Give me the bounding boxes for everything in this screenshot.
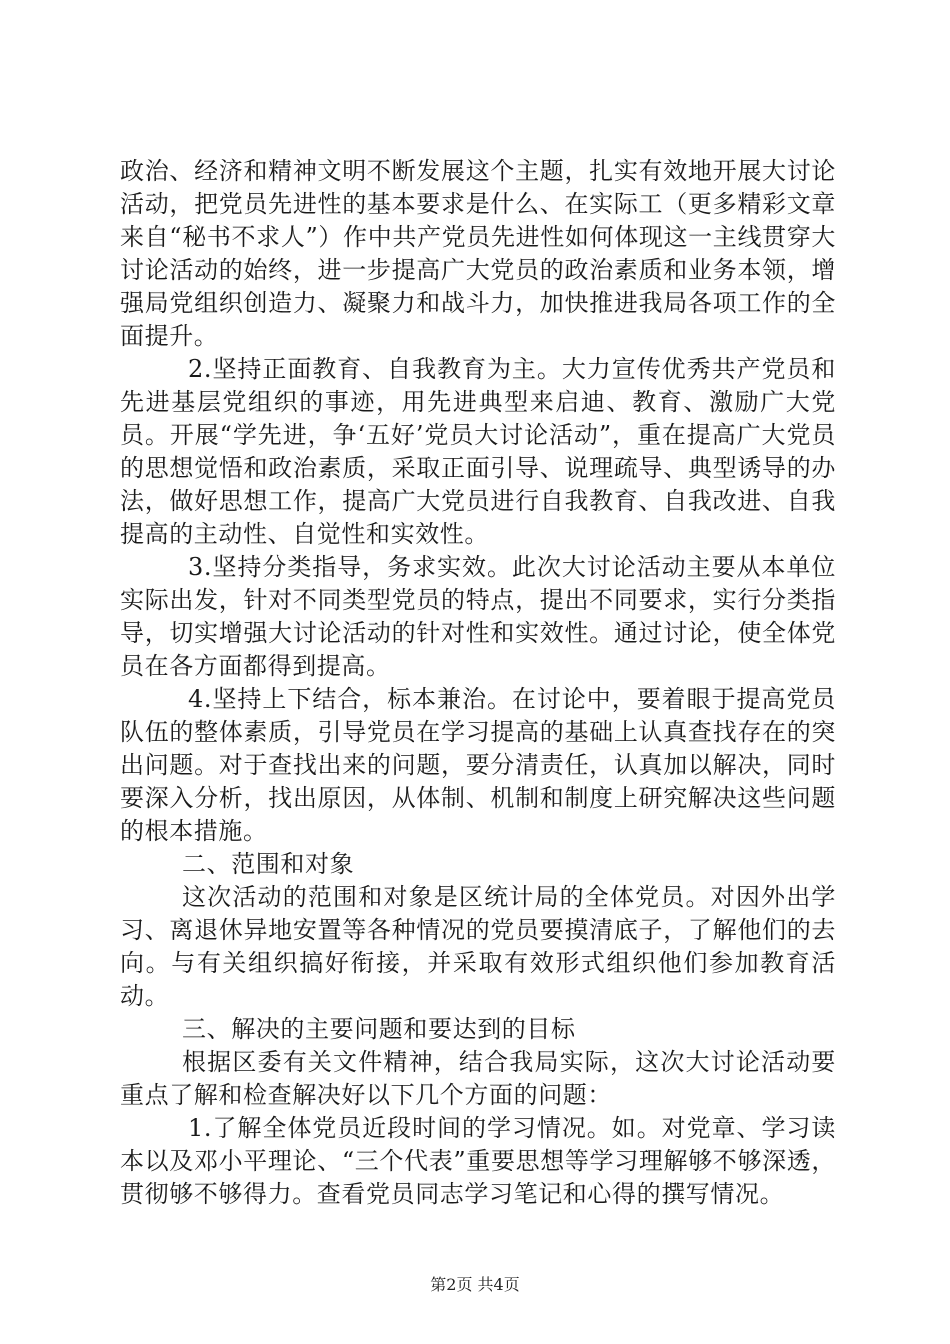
paragraph-continuation: 政治、经济和精神文明不断发展这个主题，扎实有效地开展大讨论活动，把党员先进性的基本要求是什么、在实际工（更多精彩文章来自“秘书不求人”）作中共产党员先进性如何体现这一主线贯穿大讨论活动的始终，进一步提高广大党员的政治素质和业务本领，增强局党组织创造力、凝聚力和战斗力，加快推进我局各项工作的全面提升。 [120,157,836,350]
paragraph-point-2: 2.坚持正面教育、自我教育为主。大力宣传优秀共产党员和先进基层党组织的事迹，用先进典型来启迪、教育、激励广大党员。开展“学先进，争‘五好’党员大讨论活动”，重在提高广大党员的思想觉悟和政治素质，采取正面引导、说理疏导、典型诱导的办法，做好思想工作，提高广大党员进行自我教育、自我改进、自我提高的主动性、自觉性和实效性。 [120,355,836,548]
paragraph-goal-1: 1.了解全体党员近段时间的学习情况。如。对党章、学习读本以及邓小平理论、“三个代表”重要思想等学习理解够不够深透，贯彻够不够得力。查看党员同志学习笔记和心得的撰写情况。 [120,1114,836,1208]
paragraph-goals-intro: 根据区委有关文件精神，结合我局实际，这次大讨论活动要重点了解和检查解决好以下几个方面的问题： [120,1048,836,1109]
page-number-footer: 第2页 共4页 [430,1275,520,1294]
paragraph-point-4: 4.坚持上下结合，标本兼治。在讨论中，要着眼于提高党员队伍的整体素质，引导党员在学习提高的基础上认真查找存在的突出问题。对于查找出来的问题，要分清责任，认真加以解决，同时要深入分析，找出原因，从体制、机制和制度上研究解决这些问题的根本措施。 [120,685,836,845]
section-heading-goals: 三、解决的主要问题和要达到的目标 [182,1015,576,1043]
paragraph-scope: 这次活动的范围和对象是区统计局的全体党员。对因外出学习、离退休异地安置等各种情况的党员要摸清底子，了解他们的去向。与有关组织搞好衔接，并采取有效形式组织他们参加教育活动。 [120,883,836,1010]
section-heading-scope: 二、范围和对象 [182,850,355,878]
document-body [120,155,836,1211]
paragraph-point-3: 3.坚持分类指导，务求实效。此次大讨论活动主要从本单位实际出发，针对不同类型党员的特点，提出不同要求，实行分类指导，切实增强大讨论活动的针对性和实效性。通过讨论，使全体党员在各方面都得到提高。 [120,553,836,680]
